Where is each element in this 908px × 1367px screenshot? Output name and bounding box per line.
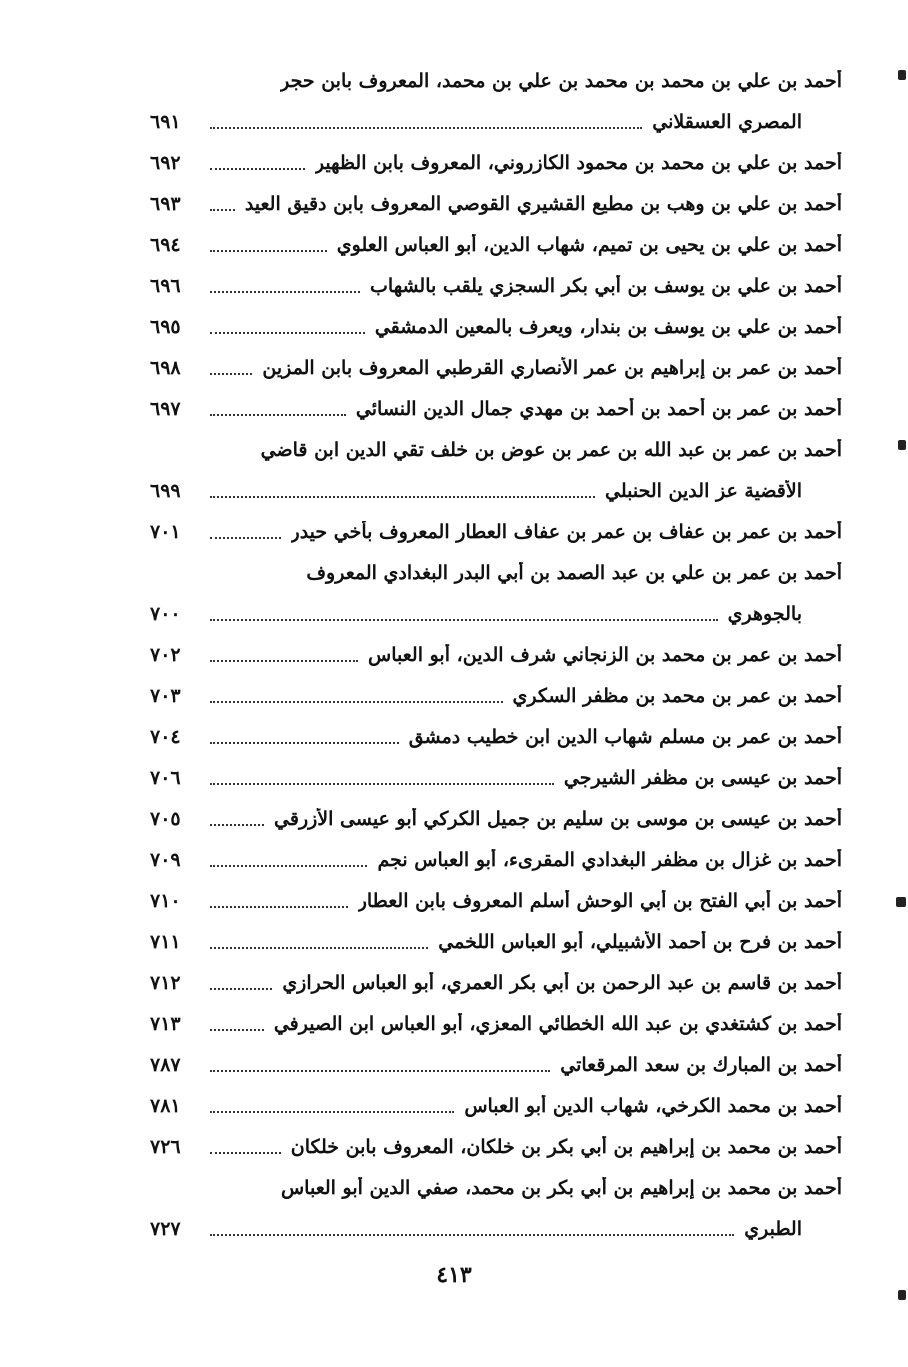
- dot-leader: [210, 373, 252, 375]
- entry-page-number: ٧٨١: [150, 1094, 181, 1117]
- margin-mark: [898, 1290, 906, 1300]
- entry-text: أحمد بن عمر بن إبراهيم بن عمر الأنصاري القرطبي المعروف بابن المزين: [262, 356, 842, 379]
- entry-page-number: ٧٠٠: [150, 602, 181, 625]
- dot-leader: [210, 619, 718, 621]
- dot-leader: [210, 332, 365, 334]
- entry-page-number: ٧١٣: [150, 1012, 181, 1035]
- dot-leader: [210, 209, 235, 211]
- index-entry: [150, 265, 842, 306]
- entry-page-number: ٦٩٢: [150, 151, 181, 174]
- margin-mark: [898, 440, 906, 450]
- entry-page-number: ٧٢٦: [150, 1135, 181, 1158]
- entry-text: أحمد بن علي بن يحيى بن تميم، شهاب الدين، أبو العباس العلوي: [336, 233, 842, 256]
- dot-leader: [210, 742, 399, 744]
- entry-line: [150, 1126, 842, 1167]
- entry-line: [150, 429, 842, 470]
- dot-leader: [210, 1111, 454, 1113]
- entry-text: أحمد بن أبي الفتح بن أبي الوحش أسلم المعروف بابن العطار: [357, 889, 842, 912]
- entry-text: الطبري: [744, 1217, 802, 1240]
- dot-leader: [210, 1234, 734, 1236]
- entry-text: أحمد بن علي بن محمد بن محمد بن علي بن محمد، المعروف بابن حجر: [280, 69, 842, 92]
- index-entry: [150, 429, 842, 511]
- entry-page-number: ٧٠٩: [150, 848, 181, 871]
- entry-page-number: ٧٠١: [150, 520, 181, 543]
- entry-text: أحمد بن عيسى بن موسى بن سليم بن جميل الكركي أبو عيسى الأزرقي: [274, 807, 842, 830]
- dot-leader: [210, 701, 503, 703]
- entry-line: [150, 388, 842, 429]
- entry-page-number: ٧٢٧: [150, 1217, 181, 1240]
- margin-mark: [896, 897, 906, 907]
- index-entry: [150, 388, 842, 429]
- entry-line: [150, 1044, 842, 1085]
- index-list: [150, 60, 842, 1249]
- margin-mark: [898, 70, 906, 80]
- entry-page-number: ٧٠٢: [150, 643, 181, 666]
- entry-page-number: ٦٩٥: [150, 315, 181, 338]
- entry-line: [150, 880, 842, 921]
- entry-text: الأقضية عز الدين الحنبلي: [605, 479, 802, 502]
- entry-page-number: ٧٨٧: [150, 1053, 181, 1076]
- entry-text: المصري العسقلاني: [652, 110, 802, 133]
- index-entry: [150, 1126, 842, 1167]
- entry-line: [150, 921, 842, 962]
- dot-leader: [210, 1070, 550, 1072]
- entry-text: أحمد بن عمر بن أحمد بن أحمد بن مهدي جمال الدين النسائي: [355, 397, 842, 420]
- entry-page-number: ٧٠٤: [150, 725, 181, 748]
- index-entry: [150, 880, 842, 921]
- entry-text: أحمد بن عيسى بن مظفر الشيرجي: [563, 766, 842, 789]
- entry-line: [150, 101, 842, 142]
- dot-leader: [210, 414, 346, 416]
- entry-text: أحمد بن عمر بن عبد الله بن عمر بن عوض بن خلف تقي الدين ابن قاضي: [260, 438, 842, 461]
- dot-leader: [210, 947, 428, 949]
- index-entry: [150, 552, 842, 634]
- entry-text: أحمد بن محمد الكرخي، شهاب الدين أبو العباس: [464, 1094, 842, 1117]
- entry-text: أحمد بن غزال بن مظفر البغدادي المقرىء، أبو العباس نجم: [377, 848, 842, 871]
- entry-line: [150, 1003, 842, 1044]
- entry-text: أحمد بن علي بن وهب بن مطيع القشيري القوصي المعروف بابن دقيق العيد: [244, 192, 842, 215]
- dot-leader: [210, 1029, 264, 1031]
- entry-line: [150, 1167, 842, 1208]
- entry-text: أحمد بن عمر بن محمد بن الزنجاني شرف الدين، أبو العباس: [368, 643, 842, 666]
- entry-line: [150, 593, 842, 634]
- dot-leader: [210, 988, 272, 990]
- dot-leader: [210, 537, 281, 539]
- entry-text: أحمد بن محمد بن إبراهيم بن أبي بكر بن خلكان، المعروف بابن خلكان: [290, 1135, 842, 1158]
- entry-text: أحمد بن فرح بن أحمد الأشبيلي، أبو العباس اللخمي: [438, 930, 842, 953]
- entry-page-number: ٧١١: [150, 930, 181, 953]
- entry-text: أحمد بن عمر بن مسلم شهاب الدين ابن خطيب دمشق: [408, 725, 842, 748]
- entry-page-number: ٧٠٣: [150, 684, 181, 707]
- dot-leader: [210, 906, 348, 908]
- dot-leader: [210, 1152, 281, 1154]
- index-entry: [150, 675, 842, 716]
- entry-line: [150, 716, 842, 757]
- entry-page-number: ٧١٢: [150, 971, 181, 994]
- index-entry: [150, 60, 842, 142]
- entry-text: أحمد بن قاسم بن عبد الرحمن بن أبي بكر العمري، أبو العباس الحرازي: [282, 971, 842, 994]
- entry-page-number: ٦٩٦: [150, 274, 181, 297]
- entry-line: [150, 183, 842, 224]
- entry-text: أحمد بن عمر بن محمد بن مظفر السكري: [512, 684, 842, 707]
- entry-page-number: ٦٩٤: [150, 233, 181, 256]
- entry-line: [150, 552, 842, 593]
- index-entry: [150, 347, 842, 388]
- entry-page-number: ٧٠٦: [150, 766, 181, 789]
- dot-leader: [210, 291, 360, 293]
- entry-line: [150, 798, 842, 839]
- entry-text: أحمد بن المبارك بن سعد المرقعاتي: [560, 1053, 842, 1076]
- entry-line: [150, 306, 842, 347]
- index-entry: [150, 757, 842, 798]
- index-entry: [150, 1003, 842, 1044]
- index-entry: [150, 1167, 842, 1249]
- entry-text: أحمد بن محمد بن إبراهيم بن أبي بكر بن محمد، صفي الدين أبو العباس: [280, 1176, 842, 1199]
- dot-leader: [210, 865, 367, 867]
- entry-page-number: ٦٩٨: [150, 356, 181, 379]
- entry-line: [150, 839, 842, 880]
- entry-line: [150, 634, 842, 675]
- index-entry: [150, 798, 842, 839]
- dot-leader: [210, 127, 642, 129]
- entry-text: أحمد بن علي بن يوسف بن أبي بكر السجزي يلقب بالشهاب: [370, 274, 842, 297]
- entry-page-number: ٦٩٧: [150, 397, 181, 420]
- entry-text: أحمد بن علي بن يوسف بن بندار، ويعرف بالمعين الدمشقي: [374, 315, 842, 338]
- index-entry: [150, 921, 842, 962]
- entry-line: [150, 60, 842, 101]
- entry-text: أحمد بن علي بن محمد بن محمود الكازروني، المعروف بابن الظهير: [314, 151, 842, 174]
- index-entry: [150, 962, 842, 1003]
- index-entry: [150, 839, 842, 880]
- index-entry: [150, 183, 842, 224]
- entry-line: [150, 142, 842, 183]
- index-entry: [150, 224, 842, 265]
- page-number: ٤١٣: [436, 1262, 472, 1288]
- entry-line: [150, 511, 842, 552]
- entry-text: أحمد بن كشتغدي بن عبد الله الخطائي المعزي، أبو العباس ابن الصيرفي: [273, 1012, 842, 1035]
- entry-line: [150, 347, 842, 388]
- entry-text: أحمد بن عمر بن عفاف بن عمر بن عفاف العطار المعروف بأخي حيدر: [290, 520, 842, 543]
- index-entry: [150, 511, 842, 552]
- index-entry: [150, 142, 842, 183]
- entry-line: [150, 675, 842, 716]
- dot-leader: [210, 250, 327, 252]
- dot-leader: [210, 824, 264, 826]
- dot-leader: [210, 660, 358, 662]
- entry-line: [150, 757, 842, 798]
- entry-line: [150, 224, 842, 265]
- index-entry: [150, 306, 842, 347]
- entry-page-number: ٦٩٣: [150, 192, 181, 215]
- index-entry: [150, 1085, 842, 1126]
- dot-leader: [210, 783, 554, 785]
- entry-page-number: ٧١٠: [150, 889, 181, 912]
- entry-line: [150, 1085, 842, 1126]
- entry-page-number: ٦٩١: [150, 110, 181, 133]
- entry-line: [150, 962, 842, 1003]
- dot-leader: [210, 168, 305, 170]
- dot-leader: [210, 496, 595, 498]
- index-entry: [150, 716, 842, 757]
- entry-text: أحمد بن عمر بن علي بن عبد الصمد بن أبي البدر البغدادي المعروف: [306, 561, 842, 584]
- index-entry: [150, 1044, 842, 1085]
- entry-page-number: ٦٩٩: [150, 479, 181, 502]
- entry-line: [150, 1208, 842, 1249]
- entry-line: [150, 265, 842, 306]
- index-entry: [150, 634, 842, 675]
- entry-line: [150, 470, 842, 511]
- entry-text: بالجوهري: [727, 602, 802, 625]
- entry-page-number: ٧٠٥: [150, 807, 181, 830]
